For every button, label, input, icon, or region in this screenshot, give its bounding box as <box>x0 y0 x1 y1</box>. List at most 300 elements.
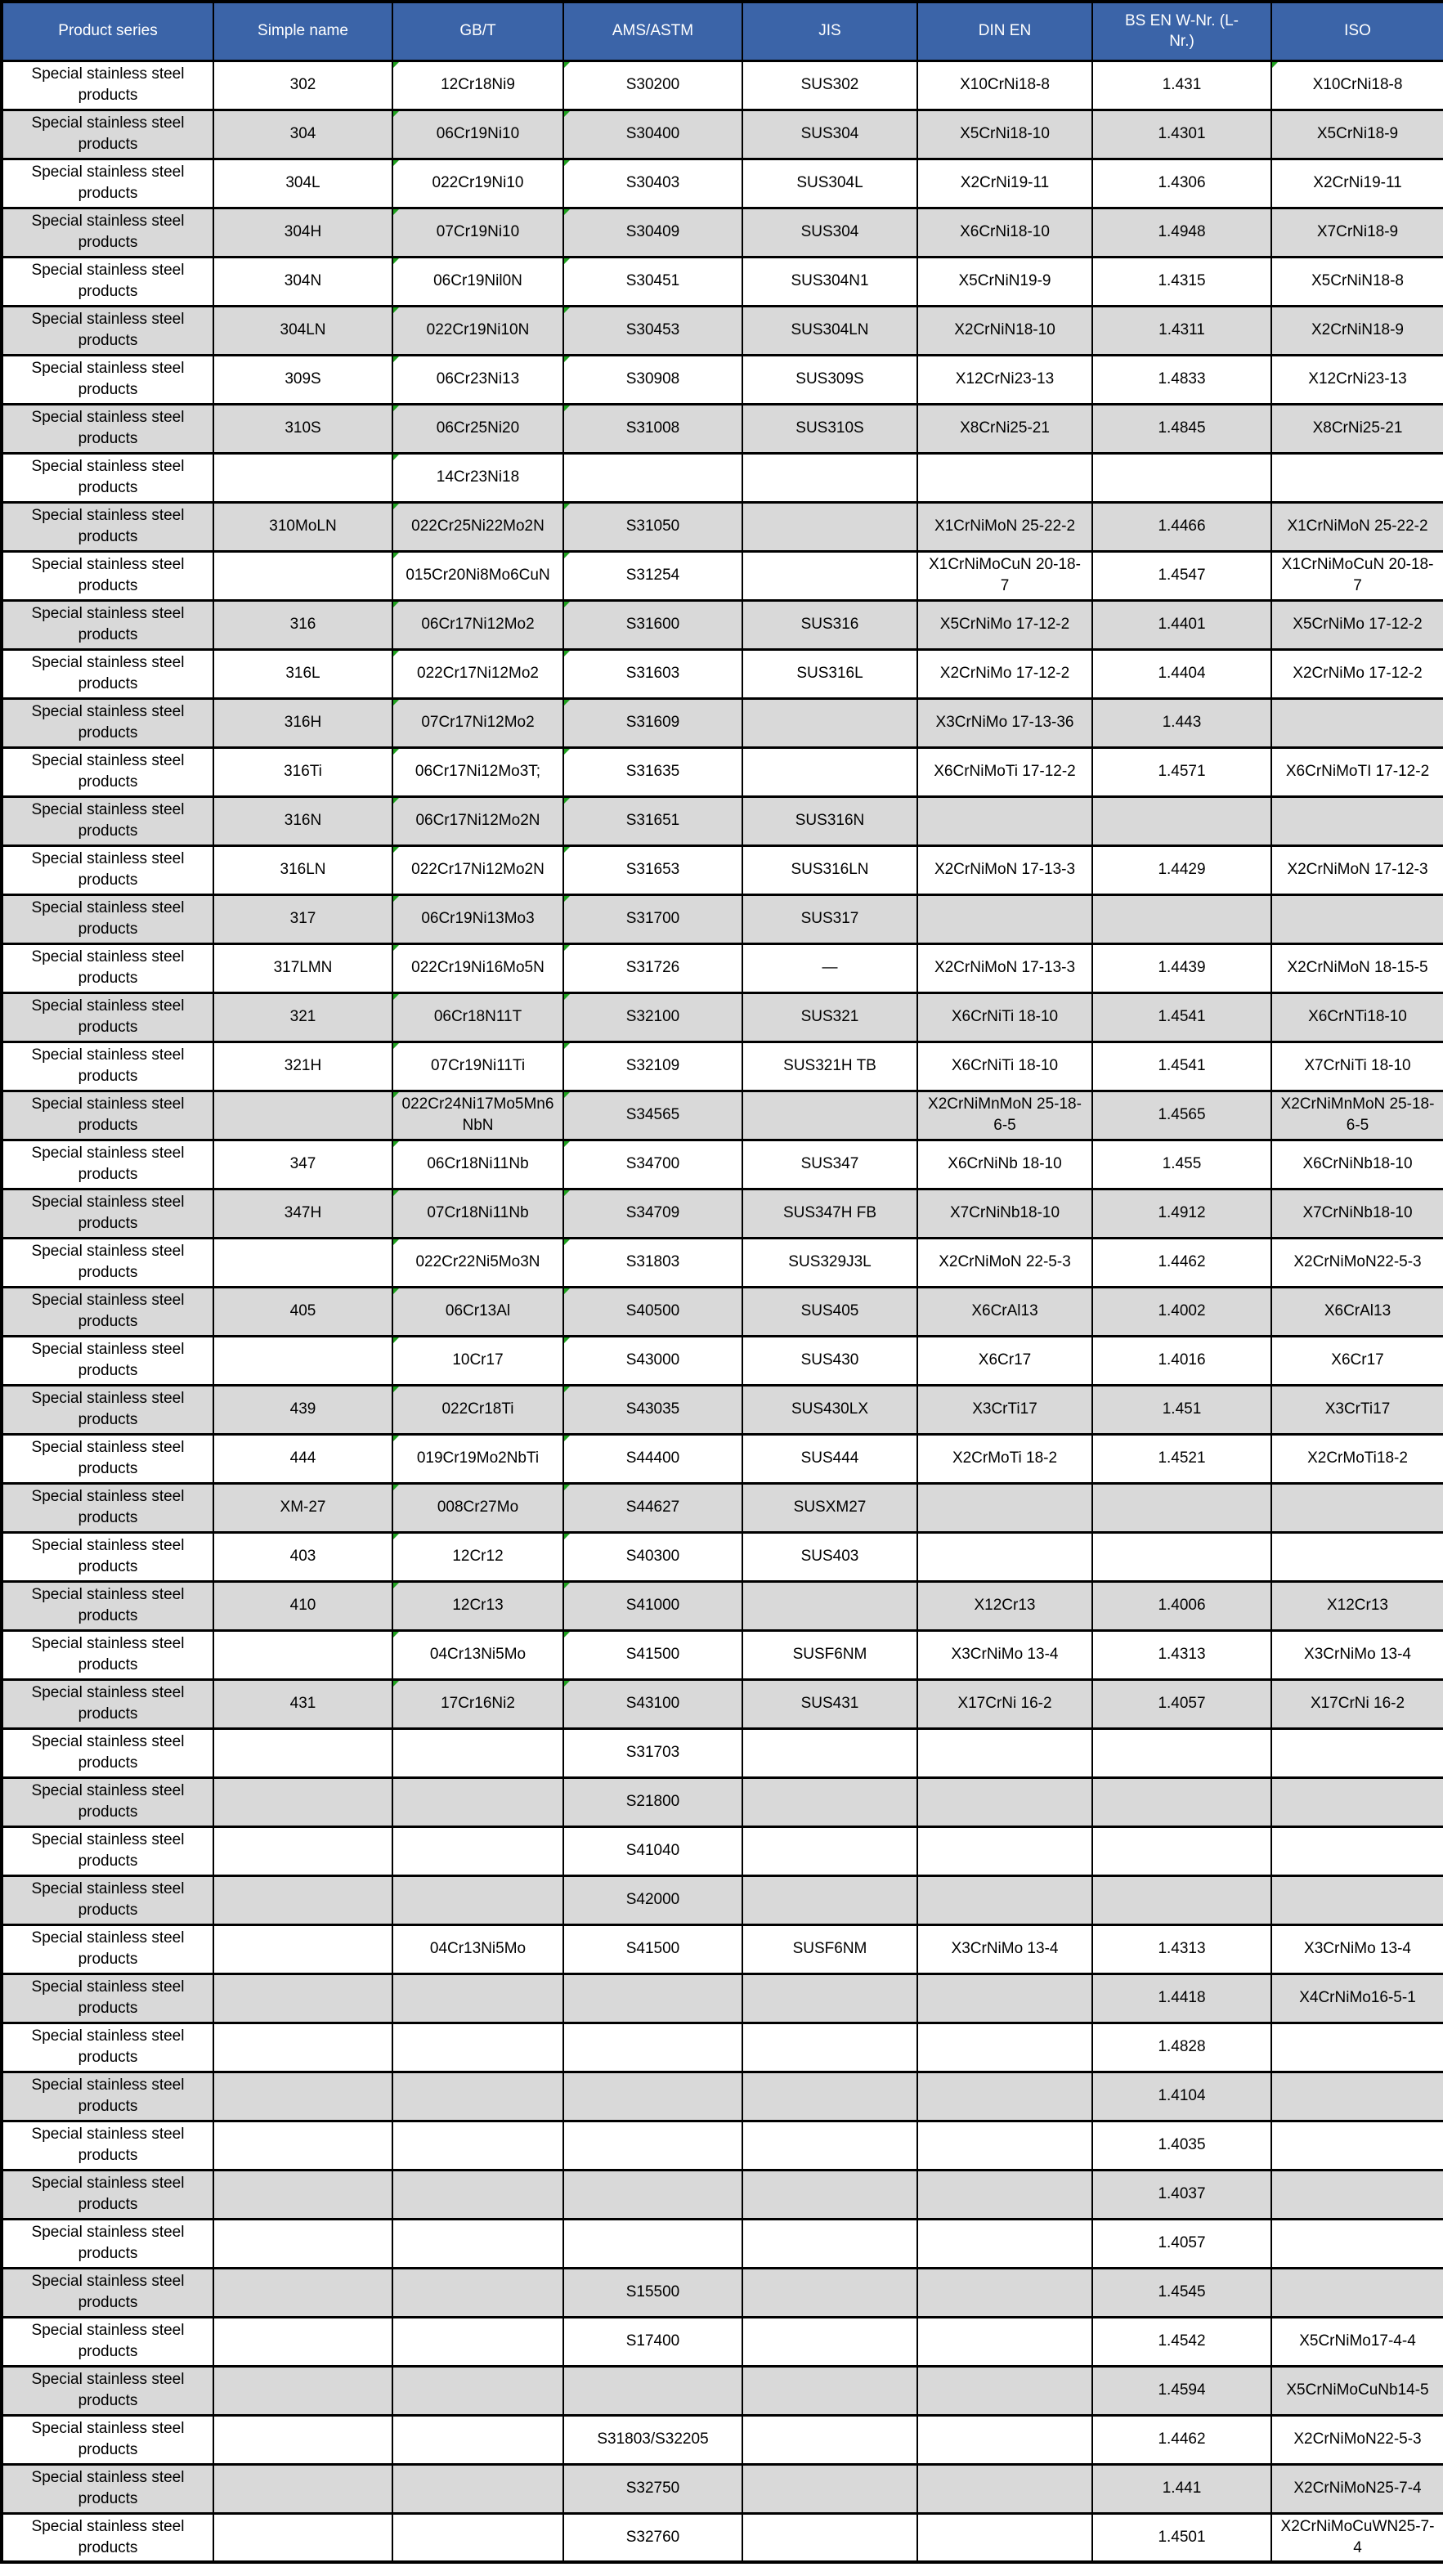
cell-bs: 1.4016 <box>1092 1336 1271 1385</box>
table-row <box>2 2023 1443 2072</box>
cell-ams: S31008 <box>563 404 742 453</box>
cell-gbt: 10Cr17 <box>392 1336 563 1385</box>
cell-din <box>917 2317 1092 2366</box>
cell-series: Special stainless steel products <box>2 1483 213 1532</box>
cell-jis <box>742 502 917 551</box>
cell-jis: SUS316 <box>742 600 917 649</box>
cell-din: X3CrNiMo 13-4 <box>917 1924 1092 1973</box>
table-row <box>2 1434 1443 1483</box>
cell-bs: 1.4104 <box>1092 2072 1271 2121</box>
cell-jis: SUS309S <box>742 355 917 404</box>
cell-ams: S44400 <box>563 1434 742 1483</box>
cell-series: Special stainless steel products <box>2 208 213 257</box>
cell-bs: 1.4565 <box>1092 1091 1271 1140</box>
cell-ams <box>563 2121 742 2170</box>
cell-bs: 1.4037 <box>1092 2170 1271 2219</box>
cell-gbt: 07Cr19Ni10 <box>392 208 563 257</box>
cell-jis: SUS304L <box>742 159 917 208</box>
cell-gbt: 022Cr17Ni12Mo2 <box>392 649 563 698</box>
cell-jis: SUS430 <box>742 1336 917 1385</box>
cell-jis <box>742 2219 917 2268</box>
cell-series: Special stainless steel products <box>2 1336 213 1385</box>
cell-gbt: 06Cr17Ni12Mo3T; <box>392 747 563 796</box>
cell-name: 403 <box>213 1532 392 1581</box>
cell-din: X6CrNiTi 18-10 <box>917 992 1092 1042</box>
cell-jis <box>742 2072 917 2121</box>
cell-bs: 1.4311 <box>1092 306 1271 355</box>
table-row <box>2 1630 1443 1679</box>
cell-iso <box>1271 453 1443 502</box>
cell-name: 304L <box>213 159 392 208</box>
cell-name <box>213 2513 392 2562</box>
cell-iso <box>1271 1483 1443 1532</box>
cell-series: Special stainless steel products <box>2 2170 213 2219</box>
cell-iso <box>1271 1532 1443 1581</box>
cell-gbt: 14Cr23Ni18 <box>392 453 563 502</box>
cell-gbt <box>392 2170 563 2219</box>
cell-iso <box>1271 1728 1443 1777</box>
cell-din: X2CrNiMoN 22-5-3 <box>917 1238 1092 1287</box>
cell-iso: X2CrNiMoN22-5-3 <box>1271 1238 1443 1287</box>
cell-name <box>213 1238 392 1287</box>
cell-bs: 1.4429 <box>1092 845 1271 894</box>
cell-din <box>917 2464 1092 2513</box>
cell-name: 304N <box>213 257 392 306</box>
cell-bs: 1.4545 <box>1092 2268 1271 2317</box>
cell-bs: 1.4306 <box>1092 159 1271 208</box>
cell-ams: S43100 <box>563 1679 742 1728</box>
cell-name <box>213 551 392 600</box>
table-row <box>2 60 1443 110</box>
cell-series: Special stainless steel products <box>2 60 213 110</box>
cell-bs: 1.4501 <box>1092 2513 1271 2562</box>
cell-series: Special stainless steel products <box>2 600 213 649</box>
table-row <box>2 1238 1443 1287</box>
cell-iso: X6Cr17 <box>1271 1336 1443 1385</box>
cell-bs <box>1092 1875 1271 1924</box>
cell-gbt: 07Cr17Ni12Mo2 <box>392 698 563 747</box>
column-header-iso: ISO <box>1271 2 1443 60</box>
cell-ams: S44627 <box>563 1483 742 1532</box>
cell-series: Special stainless steel products <box>2 1679 213 1728</box>
cell-jis <box>742 698 917 747</box>
cell-bs <box>1092 1826 1271 1875</box>
cell-jis <box>742 1826 917 1875</box>
cell-ams <box>563 2023 742 2072</box>
cell-iso <box>1271 2121 1443 2170</box>
cell-name <box>213 1728 392 1777</box>
cell-series: Special stainless steel products <box>2 2023 213 2072</box>
cell-iso: X10CrNi18-8 <box>1271 60 1443 110</box>
cell-series: Special stainless steel products <box>2 355 213 404</box>
cell-gbt <box>392 2464 563 2513</box>
cell-bs <box>1092 894 1271 943</box>
cell-name <box>213 1091 392 1140</box>
cell-name <box>213 2219 392 2268</box>
cell-din: X12Cr13 <box>917 1581 1092 1630</box>
cell-din <box>917 1973 1092 2023</box>
table-row <box>2 1875 1443 1924</box>
cell-series: Special stainless steel products <box>2 1140 213 1189</box>
cell-series: Special stainless steel products <box>2 1091 213 1140</box>
cell-gbt: 06Cr25Ni20 <box>392 404 563 453</box>
cell-bs: 1.4418 <box>1092 1973 1271 2023</box>
cell-gbt: 022Cr18Ti <box>392 1385 563 1434</box>
cell-bs <box>1092 796 1271 845</box>
cell-name <box>213 2268 392 2317</box>
table-row <box>2 649 1443 698</box>
cell-din: X6CrNiMoTi 17-12-2 <box>917 747 1092 796</box>
cell-din: X6CrNiNb 18-10 <box>917 1140 1092 1189</box>
cell-din <box>917 894 1092 943</box>
table-row <box>2 2170 1443 2219</box>
cell-iso <box>1271 2268 1443 2317</box>
cell-iso: X2CrNiMoN 17-12-3 <box>1271 845 1443 894</box>
cell-name: 317 <box>213 894 392 943</box>
cell-series: Special stainless steel products <box>2 2415 213 2464</box>
cell-series: Special stainless steel products <box>2 992 213 1042</box>
cell-bs: 1.4462 <box>1092 2415 1271 2464</box>
cell-jis: SUS316N <box>742 796 917 845</box>
cell-name: 304 <box>213 110 392 159</box>
cell-gbt <box>392 1973 563 2023</box>
cell-iso: X6CrNiNb18-10 <box>1271 1140 1443 1189</box>
column-header-gbt: GB/T <box>392 2 563 60</box>
cell-bs: 1.4313 <box>1092 1630 1271 1679</box>
cell-bs: 1.4912 <box>1092 1189 1271 1238</box>
cell-din: X7CrNiNb18-10 <box>917 1189 1092 1238</box>
cell-name <box>213 2366 392 2415</box>
cell-gbt: 06Cr23Ni13 <box>392 355 563 404</box>
cell-ams <box>563 2366 742 2415</box>
cell-bs: 1.443 <box>1092 698 1271 747</box>
cell-iso <box>1271 2219 1443 2268</box>
cell-ams: S41040 <box>563 1826 742 1875</box>
table-row <box>2 2219 1443 2268</box>
cell-iso: X5CrNiMo 17-12-2 <box>1271 600 1443 649</box>
table-row <box>2 1483 1443 1532</box>
cell-iso: X5CrNiMo17-4-4 <box>1271 2317 1443 2366</box>
cell-gbt: 12Cr18Ni9 <box>392 60 563 110</box>
cell-bs: 1.4301 <box>1092 110 1271 159</box>
header-row <box>2 2 1443 60</box>
cell-jis: SUSF6NM <box>742 1630 917 1679</box>
table-row <box>2 404 1443 453</box>
cell-iso: X7CrNiTi 18-10 <box>1271 1042 1443 1091</box>
cell-gbt: 022Cr19Ni16Mo5N <box>392 943 563 992</box>
cell-series: Special stainless steel products <box>2 2219 213 2268</box>
table-row <box>2 943 1443 992</box>
cell-iso: X8CrNi25-21 <box>1271 404 1443 453</box>
cell-ams: S31635 <box>563 747 742 796</box>
cell-iso: X5CrNiMoCuNb14-5 <box>1271 2366 1443 2415</box>
cell-series: Special stainless steel products <box>2 796 213 845</box>
table-row <box>2 1581 1443 1630</box>
cell-gbt: 06Cr17Ni12Mo2N <box>392 796 563 845</box>
table-row <box>2 600 1443 649</box>
cell-name: 444 <box>213 1434 392 1483</box>
table-row <box>2 1287 1443 1336</box>
cell-series: Special stainless steel products <box>2 159 213 208</box>
cell-ams: S30451 <box>563 257 742 306</box>
table-row <box>2 110 1443 159</box>
cell-bs: 1.4833 <box>1092 355 1271 404</box>
cell-series: Special stainless steel products <box>2 2121 213 2170</box>
table-row <box>2 453 1443 502</box>
cell-jis: SUS310S <box>742 404 917 453</box>
cell-gbt: 022Cr19Ni10 <box>392 159 563 208</box>
cell-jis: SUS430LX <box>742 1385 917 1434</box>
cell-din: X10CrNi18-8 <box>917 60 1092 110</box>
table-row <box>2 992 1443 1042</box>
cell-ams: S31254 <box>563 551 742 600</box>
cell-bs: 1.4828 <box>1092 2023 1271 2072</box>
cell-bs: 1.451 <box>1092 1385 1271 1434</box>
cell-jis: SUSXM27 <box>742 1483 917 1532</box>
cell-iso: X3CrTi17 <box>1271 1385 1443 1434</box>
cell-ams: S31803/S32205 <box>563 2415 742 2464</box>
table-row <box>2 1532 1443 1581</box>
cell-din: X12CrNi23-13 <box>917 355 1092 404</box>
table-row <box>2 1091 1443 1140</box>
cell-gbt: 022Cr19Ni10N <box>392 306 563 355</box>
cell-name <box>213 2170 392 2219</box>
cell-gbt: 06Cr18Ni11Nb <box>392 1140 563 1189</box>
cell-series: Special stainless steel products <box>2 257 213 306</box>
cell-gbt: 12Cr13 <box>392 1581 563 1630</box>
table-row <box>2 208 1443 257</box>
cell-din <box>917 2366 1092 2415</box>
column-header-simple-name: Simple name <box>213 2 392 60</box>
cell-ams: S32100 <box>563 992 742 1042</box>
cell-iso <box>1271 894 1443 943</box>
cell-ams <box>563 1973 742 2023</box>
cell-jis: SUS431 <box>742 1679 917 1728</box>
cell-series: Special stainless steel products <box>2 2513 213 2562</box>
cell-bs: 1.441 <box>1092 2464 1271 2513</box>
cell-iso: X2CrNi19-11 <box>1271 159 1443 208</box>
cell-gbt <box>392 2366 563 2415</box>
cell-jis <box>742 2023 917 2072</box>
cell-series: Special stainless steel products <box>2 1287 213 1336</box>
cell-name <box>213 1973 392 2023</box>
cell-name <box>213 2023 392 2072</box>
cell-jis: SUS316LN <box>742 845 917 894</box>
table-row <box>2 2464 1443 2513</box>
cell-bs: 1.455 <box>1092 1140 1271 1189</box>
cell-gbt: 019Cr19Mo2NbTi <box>392 1434 563 1483</box>
table-row <box>2 1042 1443 1091</box>
cell-ams: S43035 <box>563 1385 742 1434</box>
cell-din <box>917 2072 1092 2121</box>
cell-name <box>213 1875 392 1924</box>
cell-bs: 1.4845 <box>1092 404 1271 453</box>
cell-din: X1CrNiMoCuN 20-18-7 <box>917 551 1092 600</box>
cell-gbt <box>392 2072 563 2121</box>
cell-series: Special stainless steel products <box>2 2366 213 2415</box>
cell-name: 347H <box>213 1189 392 1238</box>
cell-bs: 1.4315 <box>1092 257 1271 306</box>
table-row <box>2 355 1443 404</box>
cell-bs: 1.4948 <box>1092 208 1271 257</box>
cell-jis: SUS405 <box>742 1287 917 1336</box>
cell-series: Special stainless steel products <box>2 404 213 453</box>
cell-din <box>917 2415 1092 2464</box>
cell-iso: X5CrNi18-9 <box>1271 110 1443 159</box>
cell-din: X3CrTi17 <box>917 1385 1092 1434</box>
cell-ams: S21800 <box>563 1777 742 1826</box>
cell-name: 410 <box>213 1581 392 1630</box>
cell-din <box>917 1875 1092 1924</box>
table-row <box>2 1973 1443 2023</box>
cell-iso <box>1271 1875 1443 1924</box>
cell-bs <box>1092 453 1271 502</box>
cell-din: X2CrNiMoN 17-13-3 <box>917 943 1092 992</box>
cell-iso: X4CrNiMo16-5-1 <box>1271 1973 1443 2023</box>
cell-din <box>917 1532 1092 1581</box>
cell-jis <box>742 1973 917 2023</box>
cell-iso <box>1271 1826 1443 1875</box>
cell-series: Special stainless steel products <box>2 1826 213 1875</box>
cell-gbt <box>392 1826 563 1875</box>
cell-series: Special stainless steel products <box>2 2268 213 2317</box>
cell-ams: S30908 <box>563 355 742 404</box>
cell-din: X6CrAl13 <box>917 1287 1092 1336</box>
cell-name <box>213 1336 392 1385</box>
cell-gbt: 06Cr19Nil0N <box>392 257 563 306</box>
table-row <box>2 2121 1443 2170</box>
cell-ams: S31653 <box>563 845 742 894</box>
cell-name: 316H <box>213 698 392 747</box>
cell-bs <box>1092 1483 1271 1532</box>
cell-gbt: 022Cr25Ni22Mo2N <box>392 502 563 551</box>
cell-name <box>213 2121 392 2170</box>
column-header-ams-astm: AMS/ASTM <box>563 2 742 60</box>
table-row <box>2 845 1443 894</box>
cell-series: Special stainless steel products <box>2 894 213 943</box>
table-row <box>2 1826 1443 1875</box>
cell-iso <box>1271 2023 1443 2072</box>
cell-jis: SUS403 <box>742 1532 917 1581</box>
table-row <box>2 2366 1443 2415</box>
cell-name <box>213 1924 392 1973</box>
cell-name <box>213 1826 392 1875</box>
cell-ams: S31609 <box>563 698 742 747</box>
cell-series: Special stainless steel products <box>2 1728 213 1777</box>
cell-gbt: 06Cr18N11T <box>392 992 563 1042</box>
cell-ams: S42000 <box>563 1875 742 1924</box>
cell-iso: X6CrNiMoTI 17-12-2 <box>1271 747 1443 796</box>
cell-name: 321H <box>213 1042 392 1091</box>
cell-bs: 1.4521 <box>1092 1434 1271 1483</box>
cell-din: X6CrNi18-10 <box>917 208 1092 257</box>
cell-bs: 1.4006 <box>1092 1581 1271 1630</box>
table-row <box>2 894 1443 943</box>
cell-name: 309S <box>213 355 392 404</box>
cell-ams: S31803 <box>563 1238 742 1287</box>
table-row <box>2 257 1443 306</box>
cell-ams: S32109 <box>563 1042 742 1091</box>
cell-gbt <box>392 2268 563 2317</box>
cell-jis: SUS304N1 <box>742 257 917 306</box>
table-row <box>2 502 1443 551</box>
cell-iso: X2CrNiMoCuWN25-7-4 <box>1271 2513 1443 2562</box>
cell-gbt: 04Cr13Ni5Mo <box>392 1630 563 1679</box>
column-header-jis: JIS <box>742 2 917 60</box>
cell-jis <box>742 2121 917 2170</box>
cell-jis <box>742 2366 917 2415</box>
cell-iso: X2CrNiN18-9 <box>1271 306 1443 355</box>
column-header-bs-en-wnr: BS EN W-Nr. (L-Nr.) <box>1092 2 1271 60</box>
cell-iso: X12CrNi23-13 <box>1271 355 1443 404</box>
cell-ams: S34700 <box>563 1140 742 1189</box>
cell-bs <box>1092 1532 1271 1581</box>
cell-ams: S34709 <box>563 1189 742 1238</box>
cell-din: X6CrNiTi 18-10 <box>917 1042 1092 1091</box>
cell-din: X17CrNi 16-2 <box>917 1679 1092 1728</box>
cell-iso: X2CrNiMoN25-7-4 <box>1271 2464 1443 2513</box>
cell-bs: 1.4594 <box>1092 2366 1271 2415</box>
cell-bs: 1.4057 <box>1092 2219 1271 2268</box>
cell-bs: 1.431 <box>1092 60 1271 110</box>
cell-bs: 1.4462 <box>1092 1238 1271 1287</box>
cell-gbt: 06Cr19Ni10 <box>392 110 563 159</box>
column-header-din-en: DIN EN <box>917 2 1092 60</box>
cell-series: Special stainless steel products <box>2 1189 213 1238</box>
cell-din: X3CrNiMo 13-4 <box>917 1630 1092 1679</box>
cell-gbt: 022Cr17Ni12Mo2N <box>392 845 563 894</box>
cell-bs: 1.4547 <box>1092 551 1271 600</box>
cell-jis: SUS302 <box>742 60 917 110</box>
table-row <box>2 1189 1443 1238</box>
cell-bs: 1.4542 <box>1092 2317 1271 2366</box>
cell-jis <box>742 1875 917 1924</box>
table-row <box>2 698 1443 747</box>
cell-name: 304H <box>213 208 392 257</box>
cell-gbt <box>392 2415 563 2464</box>
cell-name: 310MoLN <box>213 502 392 551</box>
cell-jis <box>742 2268 917 2317</box>
cell-ams <box>563 453 742 502</box>
cell-series: Special stainless steel products <box>2 1630 213 1679</box>
cell-ams: S31651 <box>563 796 742 845</box>
cell-din: X5CrNi18-10 <box>917 110 1092 159</box>
cell-series: Special stainless steel products <box>2 1777 213 1826</box>
table-row <box>2 1777 1443 1826</box>
cell-ams: S40500 <box>563 1287 742 1336</box>
table-row <box>2 1140 1443 1189</box>
cell-bs: 1.4541 <box>1092 992 1271 1042</box>
cell-jis: SUS321 <box>742 992 917 1042</box>
cell-iso <box>1271 2170 1443 2219</box>
cell-iso: X7CrNi18-9 <box>1271 208 1443 257</box>
cell-iso: X7CrNiNb18-10 <box>1271 1189 1443 1238</box>
cell-name: 316 <box>213 600 392 649</box>
cell-iso: X6CrAl13 <box>1271 1287 1443 1336</box>
cell-series: Special stainless steel products <box>2 943 213 992</box>
cell-name <box>213 2464 392 2513</box>
cell-din: X2CrNiMoN 17-13-3 <box>917 845 1092 894</box>
cell-ams: S30200 <box>563 60 742 110</box>
cell-bs: 1.4439 <box>1092 943 1271 992</box>
cell-iso <box>1271 796 1443 845</box>
cell-din <box>917 1728 1092 1777</box>
cell-din: X2CrNiMo 17-12-2 <box>917 649 1092 698</box>
cell-jis: SUS321H TB <box>742 1042 917 1091</box>
cell-gbt: 015Cr20Ni8Mo6CuN <box>392 551 563 600</box>
cell-din <box>917 2023 1092 2072</box>
cell-name <box>213 2317 392 2366</box>
